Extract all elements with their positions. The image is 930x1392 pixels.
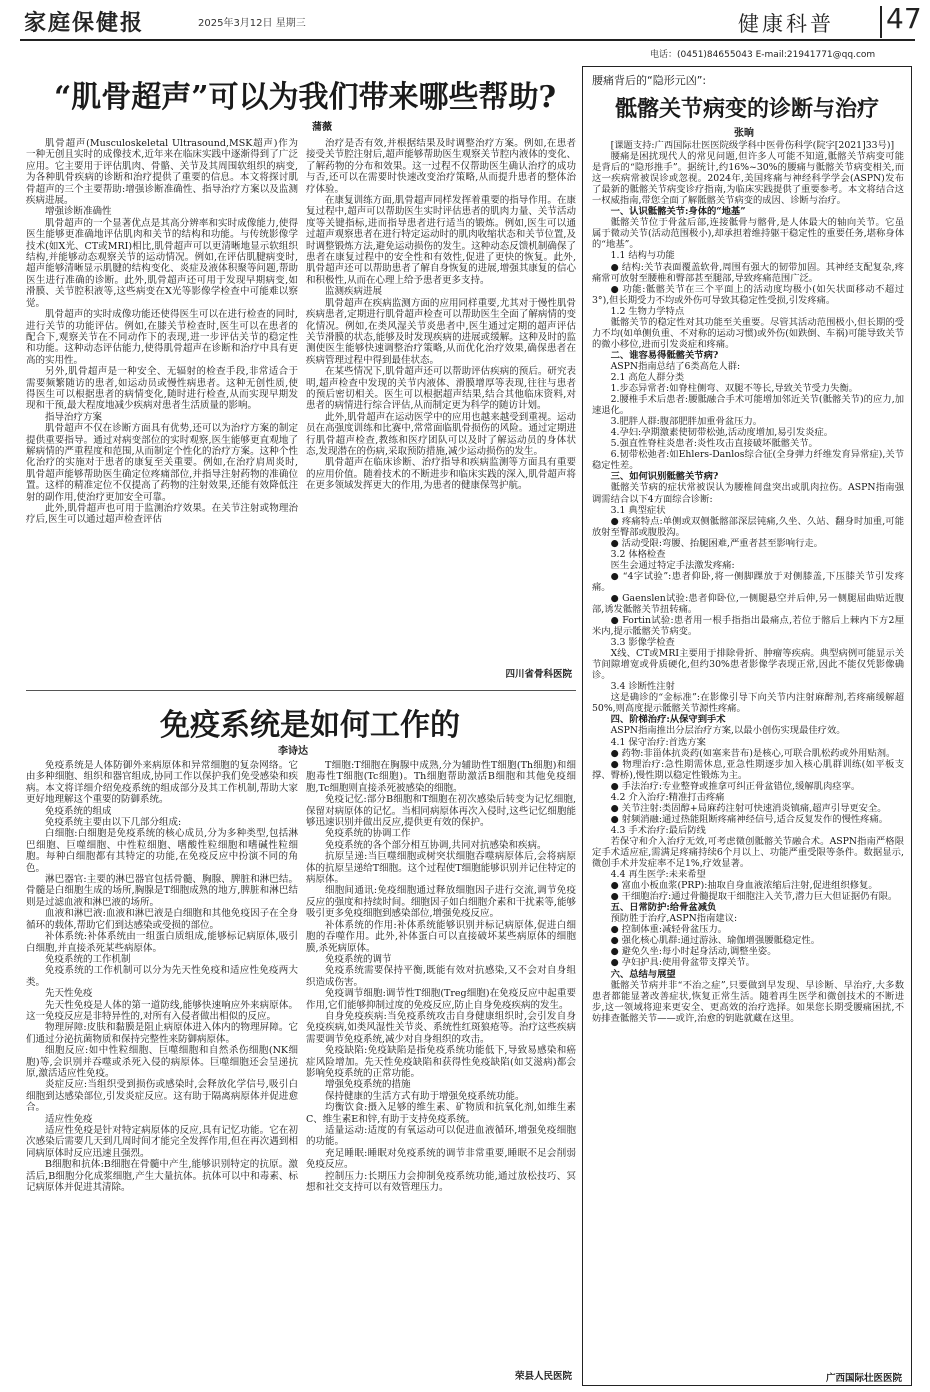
paragraph: 免疫系统的组成 [45, 805, 112, 817]
paragraph: T细胞:T细胞在胸腺中成熟,分为辅助性T细胞(Th细胞)和细胞毒性T细胞(Tc细胞)。Th细胞帮助激活B细胞和其他免疫细胞,Tc细胞则直接杀死被感染的细胞。 [306, 760, 576, 794]
paragraph: 物理屏障:皮肤和黏膜是阻止病原体进入体内的物理屏障。它们通过分泌抗菌物质和保持完整性来防御病原体。 [26, 1022, 298, 1045]
article-separator [26, 690, 576, 691]
paragraph: ● 干细胞治疗:通过骨髓提取干细胞注入关节,潜力巨大但证据仍有限。 [610, 891, 898, 903]
paragraph: 骶髂关节的稳定性对其功能至关重要。尽管其活动范围极小,但长期的受力不均(如单侧负重、不对称的运动习惯)或外伤(如跌倒、车祸)可能导致关节的微小移位,进而引发炎症和疼痛。 [592, 316, 904, 350]
paragraph: 6.韧带松弛者:如Ehlers-Danlos综合征(全身弹力纤维发育异常症),关节稳定性差。 [592, 449, 904, 472]
paragraph: 3.2 体格检查 [610, 548, 666, 560]
section-heading: 三、如何识别骶髂关节病? [610, 471, 719, 483]
paragraph: 细胞间通讯:免疫细胞通过释放细胞因子进行交流,调节免疫反应的强度和持续时间。细胞因子如白细胞介素和干扰素等,能够吸引更多免疫细胞到感染部位,增强免疫反应。 [306, 885, 576, 920]
section-heading: 四、阶梯治疗:从保守到手术 [610, 714, 726, 726]
paragraph: 免疫系统的协调工作 [325, 828, 411, 840]
paragraph: 免疫系统的各个部分相互协调,共同对抗感染和疾病。 [325, 839, 547, 851]
paragraph: 3.1 典型症状 [610, 504, 666, 516]
paragraph: 增强诊断准确性 [45, 206, 112, 218]
header-rule [20, 39, 915, 41]
paragraph: 免疫调节细胞:调节性T细胞(Treg细胞)在免疫反应中起重要作用,它们能够抑制过度的免疫反应,防止自身免疫疾病的发生。 [306, 988, 576, 1011]
paragraph: ● 活动受限:弯腰、抬腿困难,严重者甚至影响行走。 [610, 537, 823, 549]
paragraph: ● 物理治疗:急性期需休息,亚急性期逐步加入核心肌群训练(如平板支撑、臀桥),慢性期以稳定性锻炼为主。 [592, 758, 904, 781]
paragraph: 细胞反应:如中性粒细胞、巨噬细胞和自然杀伤细胞(NK细胞)等,会识别并吞噬或杀死入侵的病原体。巨噬细胞还会呈递抗原,激活适应性免疫。 [26, 1045, 298, 1079]
paragraph: 补体系统:补体系统由一组蛋白质组成,能够标记病原体,吸引白细胞,并直接杀死某些病原体。 [26, 931, 298, 954]
paragraph: 肌骨超声的实时成像功能还使得医生可以在进行检查的同时,进行关节的功能评估。例如,在膝关节检查时,医生可以在患者的配合下,观察关节在不同动作下的表现,进一步评估关节的稳定性和功能。这种动态评估能力,使得肌骨超声在诊断和治疗中具有更高的实用性。 [26, 309, 298, 366]
paragraph: 免疫系统的调节 [325, 953, 392, 965]
paragraph: 指导治疗方案 [45, 411, 103, 423]
masthead [20, 2, 922, 42]
paragraph: 骶髂关节病的症状常被误认为腰椎间盘突出或肌肉拉伤。ASPN指南强调需结合以下4方面综合诊断: [592, 482, 904, 505]
article2-title: 免疫系统是如何工作的 [160, 708, 460, 743]
paragraph: 肌骨超声不仅在诊断方面具有优势,还可以为治疗方案的制定提供重要指导。通过对病变部位的实时观察,医生能够更直观地了解病情的严重程度和范围,从而制定个性化的治疗方案。这种个性化治疗的实施对于患者的康复至关重要。例如,在治疗肩周炎时,肌骨超声能够帮助医生确定位疼痛部位,并指导注射药物的准确位置。这样的精准定位不仅提高了药物的注射效果,还能有效降低注射的副作用,使治疗更加安全可靠。 [26, 423, 298, 503]
paragraph: 肌骨超声在疾病监测方面的应用同样重要,尤其对于慢性肌骨疾病患者,定期进行肌骨超声检查可以帮助医生全面了解病情的变化情况。例如,在类风湿关节炎患者中,医生通过定期的超声评估关节滑膜的状态,能够及时发现疾病的进展或缓解。这种及时的监测使医生能够快速调整治疗策略,从而优化治疗效果,确保患者在疾病管理过程中得到最佳状态。 [306, 297, 576, 366]
paragraph: 肌骨超声(Musculoskeletal Ultrasound,MSK超声)作为一种无创且实时的成像技术,近年来在临床实践中逐渐得到了广泛应用。它主要用于评估肌肉、骨骼、关节及其周围软组织的病变,为各种肌骨疾病的诊断和治疗提供了重要的信息。本文将探讨肌骨超声的三个主要帮助:增强诊断准确性、指导治疗方案以及监测疾病进展。 [26, 138, 298, 207]
article1-author: 蒲薇 [312, 122, 332, 133]
paragraph: 免疫记忆:部分B细胞和T细胞在初次感染后转变为记忆细胞,保留对病原体的记忆。当相同病原体再次入侵时,这些记忆细胞能够迅速识别并做出反应,提供更有效的保护。 [306, 794, 576, 829]
paragraph: ● “4字试验”:患者仰卧,将一侧脚踝放于对侧膝盖,下压膝关节引发疼痛。 [592, 570, 904, 593]
article2-organization: 荣县人民医院 [514, 1371, 572, 1382]
paragraph: 免疫系统的工作机制 [45, 953, 131, 965]
section-heading: 一、认识骶髂关节:身体的“地基” [610, 206, 746, 218]
contact-info: 电话：(0451)84655043 E-mail:21941771@qq.com [650, 50, 876, 60]
paragraph: 1.2 生物力学特点 [610, 305, 685, 317]
paragraph: 先天性免疫是人体的第一道防线,能够快速响应外来病原体。这一免疫反应是非特异性的,对所有入侵者做出相似的反应。 [26, 999, 298, 1022]
article3-title: 骶髂关节病变的诊断与治疗 [614, 96, 879, 122]
paragraph: [课题支持:广西国际壮医医院级学科中医骨伤科学(院字[2021]33号)] [610, 140, 895, 151]
paragraph: 此外,肌骨超声也可用于监测治疗效果。在关节注射或物理治疗后,医生可以通过超声检查评估 [26, 503, 298, 526]
newspaper-name: 家庭保健报 [24, 11, 145, 36]
article1-column-1 [26, 138, 298, 684]
section-title: 健康科普 [738, 12, 834, 36]
paragraph: 另外,肌骨超声是一种安全、无辐射的检查手段,非常适合于需要频繁随访的患者,如运动员或慢性病患者。这种无创性质,使得医生可以根据患者的病情变化,随时进行检查,从而实现早期发现和干预,最大程度地减少疾病对患者生活质量的影响。 [26, 366, 298, 412]
paragraph: 控制压力:长期压力会抑制免疫系统功能,通过放松技巧、冥想和社交支持可以有效管理压力。 [306, 1170, 576, 1194]
paragraph: 淋巴器官:主要的淋巴器官包括骨髓、胸腺、脾脏和淋巴结。骨髓是白细胞生成的场所,胸腺是T细胞成熟的地方,脾脏和淋巴结则是过滤血液和淋巴液的场所。 [26, 874, 298, 908]
paragraph: ● 手法治疗:专业整脊或推拿可纠正骨盆错位,缓解肌肉痉挛。 [610, 780, 861, 792]
paragraph: 4.孕妇:孕期激素使韧带松弛,活动度增加,易引发炎症。 [610, 427, 834, 439]
paragraph: ● 关节注射:类固醇+局麻药注射可快速消炎镇痛,超声引导更安全。 [610, 802, 887, 814]
article1-organization: 四川省骨科医院 [505, 669, 572, 680]
paragraph: 3.3 影像学检查 [610, 637, 675, 649]
paragraph: 1.步态异常者:如脊柱侧弯、双腿不等长,导致关节受力失衡。 [610, 383, 858, 395]
paragraph: 血液和淋巴液:血液和淋巴液是白细胞和其他免疫因子在全身循环的载体,帮助它们到达感染或受损的部位。 [26, 908, 298, 931]
paragraph: 治疗是否有效,并根据结果及时调整治疗方案。例如,在患者接受关节腔注射后,超声能够帮助医生观察关节腔内液体的变化、了解药物的分布和效果。这一过程不仅帮助医生确认治疗的成功与否,还可以在需要时快速改变治疗策略,从而提升患者的整体治疗体验。 [306, 138, 576, 195]
paragraph: ● 控制体重:减轻骨盆压力。 [610, 924, 728, 936]
paragraph: ● Gaenslen试验:患者仰卧位,一侧腿悬空并后伸,另一侧腿屈曲贴近腹部,诱发骶髂关节扭转痛。 [592, 592, 904, 615]
paragraph: B细胞和抗体:B细胞在骨髓中产生,能够识别特定的抗原。激活后,B细胞分化成浆细胞,产生大量抗体。抗体可以中和毒素、标记病原体并促进其清除。 [26, 1159, 298, 1194]
paragraph: 这是确诊的“金标准”:在影像引导下向关节内注射麻醉剂,若疼痛缓解超50%,则高度提示骶髂关节源性疼痛。 [592, 692, 904, 715]
paragraph: 监测疾病进展 [325, 286, 383, 298]
paragraph: 3.肥胖人群:腹部肥胖加重骨盆压力。 [610, 416, 763, 428]
paragraph: 免疫系统主要由以下几部分组成: [45, 817, 182, 829]
paragraph: 免疫缺陷:免疫缺陷是指免疫系统功能低下,导致易感染和癌症风险增加。先天性免疫缺陷和获得性免疫缺陷(如艾滋病)都会影响免疫系统的正常功能。 [306, 1045, 576, 1079]
paragraph: 免疫系统是人体防御外来病原体和异常细胞的复杂网络。它由多种细胞、组织和器官组成,协同工作以保护我们免受感染和疾病。本文将详细介绍免疫系统的组成部分及其工作机制,帮助大家更好地理解这个重要的防御系统。 [26, 760, 298, 806]
paragraph: 炎症反应:当组织受到损伤或感染时,会释放化学信号,吸引白细胞到达感染部位,引发炎症反应。这有助于隔离病原体并促进愈合。 [26, 1079, 298, 1114]
paragraph: ● 射频消融:通过热能阻断疼痛神经信号,适合反复发作的慢性疼痛。 [610, 813, 889, 825]
article1-column-2 [306, 138, 576, 658]
article3-kicker: 腰痛背后的“隐形元凶”: [592, 74, 707, 87]
paragraph: ● 避免久坐:每小时起身活动,调整坐姿。 [610, 946, 777, 958]
paragraph: 腰痛是困扰现代人的常见问题,但许多人可能不知道,骶髂关节病变可能是背后的“隐形推手”。据统计,约16%~30%的腰痛与骶髂关节病变相关,而这一疾病常被误诊或忽视。2024年,美国疼痛与神经科学学会(ASPN)发布了最新的骶髂关节病变诊疗指南,为临床实践提供了重要参考。本文将结合这一权威指南,带您全面了解骶髂关节病变的成因、诊断与治疗。 [592, 151, 904, 207]
article3-body [592, 140, 904, 1366]
paragraph: ● 富血小板血浆(PRP):抽取自身血液浓缩后注射,促进组织修复。 [610, 880, 878, 892]
paragraph: 此外,肌骨超声在运动医学中的应用也越来越受到重视。运动员在高强度训练和比赛中,常常面临肌骨损伤的风险。通过定期进行肌骨超声检查,教练和医疗团队可以及时了解运动员的身体状态,发现潜在的伤病,采取预防措施,减少运动损伤的发生。 [306, 411, 576, 457]
paragraph: 增强免疫系统的措施 [325, 1079, 411, 1091]
paragraph: 3.4 诊断性注射 [610, 681, 675, 693]
section-heading: 五、日常防护:给骨盆减负 [610, 902, 717, 914]
paragraph: 1.1 结构与功能 [610, 250, 675, 262]
paragraph: 补体系统的作用:补体系统能够识别并标记病原体,促进白细胞的吞噬作用。此外,补体蛋白可以直接破坏某些病原体的细胞膜,杀死病原体。 [306, 919, 576, 954]
paragraph: 医生会通过特定手法激发疼痛: [610, 559, 735, 571]
paragraph: 免疫系统需要保持平衡,既能有效对抗感染,又不会对自身组织造成伤害。 [306, 965, 576, 988]
paragraph: 先天性免疫 [45, 988, 93, 1000]
section-heading: 二、谁容易得骶髂关节病? [610, 349, 719, 361]
paragraph: 5.强直性脊柱炎患者:炎性攻击直接破坏骶髂关节。 [610, 438, 818, 450]
paragraph: ● 功能:骶髂关节在三个平面上的活动度均极小(如矢状面移动不超过3°),但长期受力不均或外伤可导致其稳定性受损,引发疼痛。 [592, 283, 904, 306]
paragraph: 4.1 保守治疗:首选方案 [610, 736, 706, 748]
paragraph: 白细胞:白细胞是免疫系统的核心成员,分为多种类型,包括淋巴细胞、巨噬细胞、中性粒细胞、嗜酸性粒细胞和嗜碱性粒细胞。每种白细胞都有其特定的功能,在免疫反应中扮演不同的角色。 [26, 828, 298, 874]
paragraph: ● Fortin试验:患者用一根手指指出最痛点,若位于髂后上棘内下方2厘米内,提示骶髂关节病变。 [592, 615, 904, 638]
article2-author: 李诗达 [278, 746, 308, 757]
header-divider [880, 6, 882, 38]
paragraph: 自身免疫疾病:当免疫系统攻击自身健康组织时,会引发自身免疫疾病,如类风湿性关节炎、系统性红斑狼疮等。治疗这些疾病需要调节免疫系统,减少对自身组织的攻击。 [306, 1010, 576, 1045]
paragraph: ● 孕妇护具:使用骨盆带支撑关节。 [610, 957, 755, 969]
paragraph: 均衡饮食:摄入足够的维生素、矿物质和抗氧化剂,如维生素C、维生素E和锌,有助于支持免疫系统。 [306, 1102, 576, 1125]
page-number: 47 [886, 2, 922, 35]
article3-author: 张晌 [734, 128, 754, 139]
paragraph: ● 药物:非甾体抗炎药(如塞来昔布)是核心,可联合肌松药或外用贴剂。 [610, 747, 896, 759]
paragraph: 4.3 手术治疗:最后防线 [610, 824, 706, 836]
paragraph: 4.4 再生医学:未来希望 [610, 869, 706, 881]
paragraph: 骶髂关节病并非“不治之症”,只要做到早发现、早诊断、早治疗,大多数患者都能显著改善症状,恢复正常生活。随着再生医学和微创技术的不断进步,这一领域将迎来更安全、更高效的治疗选择。如果您长期受腰痛困扰,不妨排查骶髂关节——或许,治愈的钥匙就藏在这里。 [592, 979, 904, 1024]
paragraph: 保持健康的生活方式有助于增强免疫系统功能。 [325, 1090, 525, 1102]
paragraph: 若保守和介入治疗无效,可考虑微创骶髂关节融合术。ASPN指南严格限定手术适应症,需满足疼痛持续6个月以上、功能严重受限等条件。数据显示,微创手术并发症率不足1%,疗效显著。 [592, 835, 904, 870]
paragraph: ● 强化核心肌群:通过游泳、瑜伽增强腰骶稳定性。 [610, 935, 821, 947]
paragraph: 肌骨超声的一个显著优点是其高分辨率和实时成像能力,使得医生能够更准确地评估肌肉和关节的结构和功能。与传统影像学技术(如X光、CT或MRI)相比,肌骨超声可以更清晰地显示软组织结构,并能够动态观察关节的运动情况。例如,在评估肌腱病变时,超声能够清晰显示肌腱的结构变化、炎症及液体积聚等问题,帮助医生进行准确的诊断。此外,肌骨超声还可用于发现早期病变,如滑膜、关节腔积液等,这些病变在X光等影像学检查中可能难以察觉。 [26, 217, 298, 309]
paragraph: 骶髂关节位于骨盆后部,连接骶骨与髂骨,是人体最大的轴向关节。它虽属于微动关节(活动范围极小),却承担着维持躯干稳定性的重要任务,堪称身体的“地基”。 [592, 217, 904, 251]
paragraph: 适量运动:适度的有氧运动可以促进血液循环,增强免疫细胞的功能。 [306, 1125, 576, 1148]
paragraph: 适应性免疫是针对特定病原体的反应,具有记忆功能。它在初次感染后需要几天到几周时间才能完全发挥作用,但在再次遇到相同病原体时反应迅速且强烈。 [26, 1125, 298, 1159]
paragraph: 在某些情况下,肌骨超声还可以帮助评估疾病的预后。研究表明,超声检查中发现的关节内液体、滑膜增厚等表现,往往与患者的预后密切相关。医生可以根据超声结果,结合其他临床资料,对患者的病情进行综合评估,从而制定更为科学的随访计划。 [306, 366, 576, 412]
paragraph: 在康复训练方面,肌骨超声同样发挥着重要的指导作用。在康复过程中,超声可以帮助医生实时评估患者的肌肉力量、关节活动度等关键指标,进而指导患者进行适当的锻炼。例如,医生可以通过超声观察患者在进行特定运动时的肌肉收缩状态和关节位置,及时调整锻炼方法,避免运动损伤的发生。这种动态反馈机制确保了患者在康复过程中的安全性和有效性,促进了更快的恢复。此外,肌骨超声还可以帮助患者了解自身恢复的进展,增强其康复的信心和积极性,从而在心理上给予患者更多支持。 [306, 195, 576, 286]
article2-column-1 [26, 760, 298, 1386]
paragraph: X线、CT或MRI主要用于排除骨折、肿瘤等疾病。典型病例可能显示关节间隙增宽或骨质硬化,但约30%患者影像学表现正常,因此不能仅凭影像确诊。 [592, 648, 904, 682]
article3-organization: 广西国际壮医医院 [825, 1373, 902, 1384]
paragraph: 充足睡眠:睡眠对免疫系统的调节非常重要,睡眠不足会削弱免疫反应。 [306, 1147, 576, 1171]
paragraph: 4.2 介入治疗:精准打击疼痛 [610, 791, 725, 803]
paragraph: 免疫系统的工作机制可以分为先天性免疫和适应性免疫两大类。 [26, 965, 298, 988]
paragraph: 2.腰椎手术后患者:腰骶融合手术可能增加邻近关节(骶髂关节)的应力,加速退化。 [592, 394, 904, 417]
paragraph: 2.1 高危人群分类 [610, 371, 685, 383]
article2-column-2 [306, 760, 576, 1360]
paragraph: 预防胜于治疗,ASPN指南建议: [610, 913, 738, 925]
paragraph: ● 疼痛特点:单侧或双侧骶髂部深层钝痛,久坐、久站、翻身时加重,可能放射至臀部或腹股沟。 [592, 515, 904, 538]
paragraph: ASPN指南总结了6类高危人群: [610, 360, 741, 372]
paragraph: ASPN指南推出分层治疗方案,以最小创伤实现最佳疗效。 [610, 725, 846, 737]
paragraph: 肌骨超声在临床诊断、治疗指导和疾病监测等方面具有重要的应用价值。随着技术的不断进步和临床实践的深入,肌骨超声将在更多领域发挥更大的作用,为患者的健康保驾护航。 [306, 457, 576, 492]
section-heading: 六、总结与展望 [610, 968, 676, 980]
article1-title: “肌骨超声”可以为我们带来哪些帮助? [53, 80, 557, 115]
paragraph: ● 结构:关节表面覆盖软骨,周围有强大的韧带加固。其神经支配复杂,疼痛常可放射至腰椎和臀部甚至腿部,导致疼痛范围广泛。 [592, 261, 904, 284]
paragraph: 抗原呈递:当巨噬细胞或树突状细胞吞噬病原体后,会将病原体的抗原呈递给T细胞。这个过程使T细胞能够识别并记住特定的病原体。 [306, 851, 576, 886]
paragraph: 适应性免疫 [45, 1113, 93, 1125]
issue-date: 2025年3月12日 星期三 [198, 18, 306, 29]
